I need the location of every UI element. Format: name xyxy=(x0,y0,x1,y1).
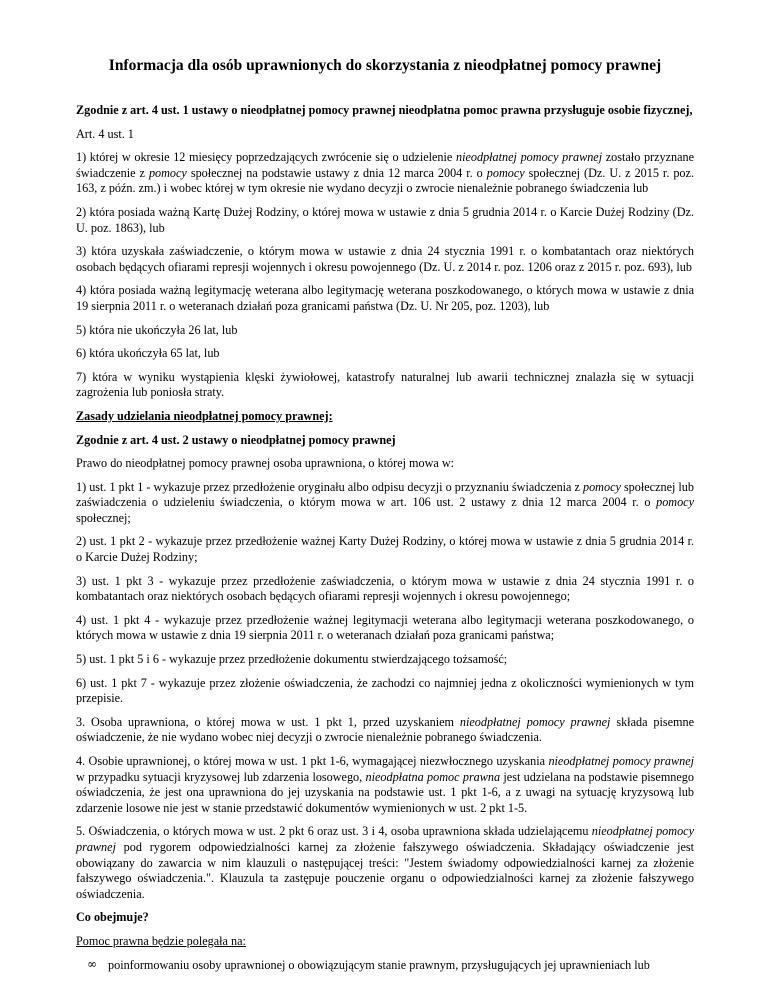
proof-item-1: 1) ust. 1 pkt 1 - wykazuje przez przedłożenie oryginału albo odpisu decyzji o przyznaniu świadczenia z pomocy społecznej lub zaświadczenia o udzieleniu świadczenia, o którym mowa w art. 106 ust. 2 ustawy z dnia 12 marca 2004 r. o pomocy społecznej; xyxy=(76,479,694,525)
infinity-bullet-icon: ∞ xyxy=(87,956,97,971)
proof-item-5: 5) ust. 1 pkt 5 i 6 - wykazuje przez przedłożenie dokumentu stwierdzającego tożsamość; xyxy=(76,652,508,667)
eligibility-item-2: 2) która posiada ważną Kartę Dużej Rodziny, o której mowa w ustawie z dnia 5 grudnia 2014 r. o Karcie Dużej Rodziny (Dz. U. poz. 1863), lub xyxy=(76,204,694,235)
proof-item-6: 6) ust. 1 pkt 7 - wykazuje przez złożenie oświadczenia, że zachodzi co najmniej jedna z okoliczności wymienionych w tym przepisie. xyxy=(76,675,694,706)
scope-bullet-1 xyxy=(87,958,694,974)
section-5: 5. Oświadczenia, o których mowa w ust. 2 pkt 6 oraz ust. 3 i 4, osoba uprawniona składa udzielającemu nieodpłatnej pomocy prawnej pod rygorem odpowiedzialności karnej za złożenie fałszywego oświadczenia. Składający oświadczenie jest obowiązany do zawarcia w nim klauzuli o następującej treści: "Jestem świadomy odpowiedzialności karnej za złożenie fałszywego oświadczenia.". Klauzula ta zastępuje pouczenie organu o odpowiedzialności karnej za złożenie fałszywego oświadczenia. xyxy=(76,824,694,901)
scope-heading: Co obejmuje? xyxy=(76,910,149,925)
proof-item-3: 3) ust. 1 pkt 3 - wykazuje przez przedłożenie zaświadczenia, o którym mowa w ustawie z dnia 24 stycznia 1991 r. o kombatantach oraz niektórych osobach będących ofiarami represji wojennych i okresu powojennego; xyxy=(76,573,694,604)
eligibility-item-5: 5) która nie ukończyła 26 lat, lub xyxy=(76,322,238,337)
proof-item-4: 4) ust. 1 pkt 4 - wykazuje przez przedłożenie ważnej legitymacji weterana albo legitymacji weterana poszkodowanego, o których mowa w ustawie z dnia 19 sierpnia 2011 r. o weteranach działań poza granicami państwa; xyxy=(76,612,694,643)
article-4-2-heading: Zgodnie z art. 4 ust. 2 ustawy o nieodpłatnej pomocy prawnej xyxy=(76,432,396,447)
document-page xyxy=(76,56,694,973)
section-3: 3. Osoba uprawniona, o której mowa w ust. 1 pkt 1, przed uzyskaniem nieodpłatnej pomocy prawnej składa pisemne oświadczenie, że nie wydano wobec niej decyzji o zwrocie nienależnie pobranego świadczenia. xyxy=(76,714,694,745)
rules-heading: Zasady udzielania nieodpłatnej pomocy prawnej: xyxy=(76,408,333,423)
article-4-2-intro: Prawo do nieodpłatnej pomocy prawnej osoba uprawniona, o której mowa w: xyxy=(76,456,455,471)
eligibility-item-3: 3) która uzyskała zaświadczenie, o którym mowa w ustawie z dnia 24 stycznia 1991 r. o kombatantach oraz niektórych osobach będących ofiarami represji wojennych i okresu powojennego (Dz. U. z 2014 r. poz. 1206 oraz z 2015 r. poz. 693), lub xyxy=(76,244,694,274)
section-4: 4. Osobie uprawnionej, o której mowa w ust. 1 pkt 1-6, wymagającej niezwłocznego uzyskania nieodpłatnej pomocy prawnej w przypadku sytuacji kryzysowej lub zdarzenia losowego, nieodpłatna pomoc prawna jest udzielana na podstawie pisemnego oświadczenia, że jest ona uprawniona do jej uzyskania na podstawie ust. 1 pkt 1-6, a z uwagi na sytuację kryzysową lub zdarzenie losowe nie jest w stanie przedstawić dokumentów wymienionych w ust. 2 pkt 1-5. xyxy=(76,754,694,815)
intro-paragraph: Zgodnie z art. 4 ust. 1 ustawy o nieodpłatnej pomocy prawnej nieodpłatna pomoc prawna przysługuje osobie fizycznej, xyxy=(76,103,693,117)
scope-subheading: Pomoc prawna będzie polegała na: xyxy=(76,933,246,948)
proof-item-2: 2) ust. 1 pkt 2 - wykazuje przez przedłożenie ważnej Karty Dużej Rodziny, o której mowa w ustawie z dnia 5 grudnia 2014 r. o Karcie Dużej Rodziny; xyxy=(76,534,694,565)
scope-bullet-1-text: poinformowaniu osoby uprawnionej o obowiązującym stanie prawnym, przysługujących jej uprawnieniach lub xyxy=(108,957,650,972)
eligibility-item-1: 1) której w okresie 12 miesięcy poprzedzających zwrócenie się o udzielenie nieodpłatnej pomocy prawnej zostało przyznane świadczenie z pomocy społecznej na podstawie ustawy z dnia 12 marca 2004 r. o pomocy społecznej (Dz. U. z 2015 r. poz. 163, z późn. zm.) i wobec której w tym okresie nie wydano decyzji o zwrocie nienależnie pobranego świadczenia lub xyxy=(76,150,695,196)
art-label: Art. 4 ust. 1 xyxy=(76,126,134,141)
eligibility-item-7: 7) która w wyniku wystąpienia klęski żywiołowej, katastrofy naturalnej lub awarii technicznej znalazła się w sytuacji zagrożenia lub poniosła straty. xyxy=(76,369,694,400)
eligibility-item-4: 4) która posiada ważną legitymację weterana albo legitymację weterana poszkodowanego, o których mowa w ustawie z dnia 19 sierpnia 2011 r. o weteranach działań poza granicami państwa (Dz. U. Nr 205, poz. 1203), lub xyxy=(76,283,694,313)
eligibility-item-6: 6) która ukończyła 65 lat, lub xyxy=(76,346,220,361)
document-title: Informacja dla osób uprawnionych do skorzystania z nieodpłatnej pomocy prawnej xyxy=(108,57,662,74)
